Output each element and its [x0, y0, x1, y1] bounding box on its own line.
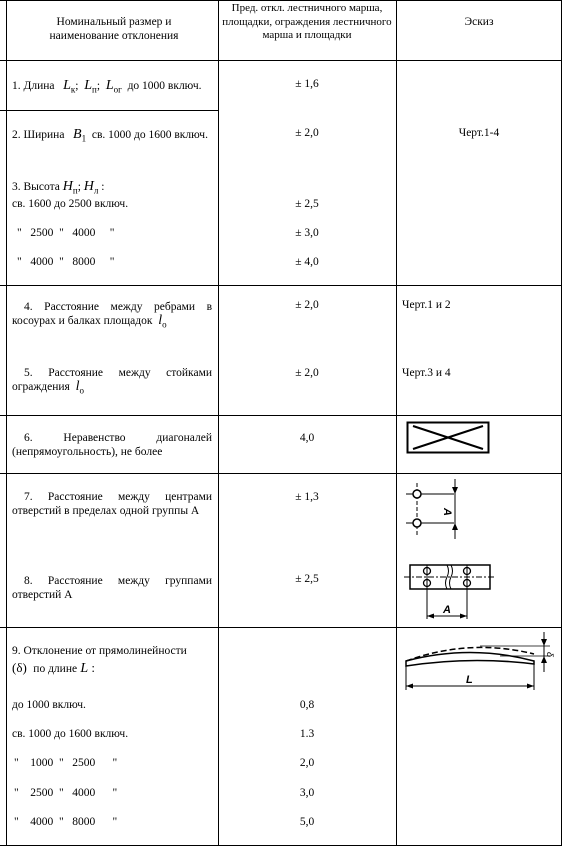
row5-sketch-ref: Черт.3 и 4: [402, 367, 451, 379]
row3-line-3: " 4000 " 8000 ": [17, 256, 115, 268]
row9-text: 9. Отклонение от прямолинейности: [12, 645, 187, 657]
row2-value: ± 2,0: [295, 127, 319, 139]
row9-line-1: до 1000 включ.: [12, 699, 86, 711]
row7-value: ± 1,3: [295, 491, 319, 503]
straightness-sketch: [400, 628, 558, 700]
row9-value-3: 2,0: [299, 757, 315, 769]
row5-value: ± 2,0: [295, 367, 319, 379]
row9-line-4: " 2500 " 4000 ": [14, 787, 118, 799]
diagonal-rect-sketch: [406, 421, 490, 455]
row3-value-1: ± 2,5: [295, 198, 319, 210]
row5-text: 5. Расстояние между стойками ограждения $l_о$: [12, 367, 212, 396]
row9-text-2: (δ) по длине L :: [12, 660, 96, 676]
row9-line-3: " 1000 " 2500 ": [14, 757, 118, 769]
row4-text: 4. Расстояние между ребрами в косоурах и балках площадок $l_о$: [12, 301, 212, 330]
row6-text: 6. Неравенство диагоналей (непрямоугольность), не более: [12, 432, 212, 458]
row3-value-3: ± 4,0: [295, 256, 319, 268]
row3-value-2: ± 3,0: [295, 227, 319, 239]
row9-value-4: 3,0: [299, 787, 315, 799]
row6-value: 4,0: [299, 432, 315, 444]
row3-text: 3. Высота $H_п$; $H_л$ :: [12, 179, 105, 196]
dimension-L-label: L: [466, 674, 473, 686]
header-col2: Пред. откл. лестничного марша, площадки, ограждения лестничного марша и площадки: [222, 2, 392, 41]
row9-value-5: 5,0: [299, 816, 315, 828]
row9-line-5: " 4000 " 8000 ": [14, 816, 118, 828]
row7-text: 7. Расстояние между центрами отверстий в пределах одной группы А: [12, 491, 212, 517]
row9-line-2: св. 1000 до 1600 включ.: [12, 728, 129, 740]
row9-value-1: 0,8: [299, 699, 315, 711]
row1-value: ± 1,6: [295, 78, 319, 90]
row8-text: 8. Расстояние между группами отверстий А: [12, 575, 212, 601]
hole-spacing-sketch: [402, 475, 472, 545]
row3-line-2: " 2500 " 4000 ": [17, 227, 115, 239]
dimension-delta-label: δ: [545, 652, 555, 658]
row9-value-2: 1.3: [299, 728, 315, 740]
row2-text: 2. Ширина $B_1$ св. 1000 до 1600 включ.: [12, 127, 208, 144]
row8-value: ± 2,5: [295, 573, 319, 585]
sketch-ref-1-4: Черт.1-4: [458, 127, 500, 139]
row4-sketch-ref: Черт.1 и 2: [402, 299, 451, 311]
dimension-A-label-2: A: [443, 604, 451, 616]
dimension-A-label: A: [441, 508, 453, 516]
row1-text: 1. Длина $L_к$; $L_п$; $L_{ог}$ до 1000 включ.: [12, 78, 202, 95]
hole-group-sketch: [402, 555, 497, 623]
header-col3: Эскиз: [464, 16, 494, 28]
header-col1: Номинальный размер и наименование отклонения: [49, 16, 179, 42]
row4-value: ± 2,0: [295, 299, 319, 311]
row3-line-1: св. 1600 до 2500 включ.: [12, 198, 129, 210]
